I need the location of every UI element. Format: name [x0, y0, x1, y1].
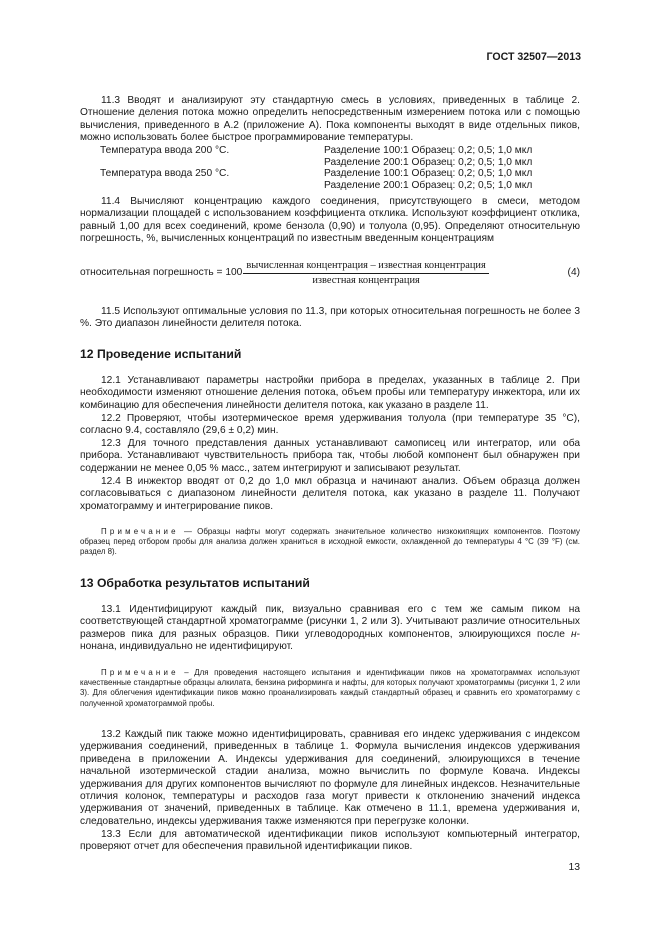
paragraph-11-3: 11.3 Вводят и анализируют эту стандартную смесь в условиях, приведенных в таблице 2. Отношение деления потока можно определить непосредственным измерением потока или с помощью вычисления, приведенного в А.2 (приложение А). Пока компоненты выходят в виде отдельных пиков, можно использовать более быстрое программирование температуры. — [80, 95, 580, 144]
paragraph-text: -нонана, индивидуально не идентифицируют. — [80, 628, 580, 653]
paragraph-12-4: 12.4 В инжектор вводят от 0,2 до 1,0 мкл образца и начинают анализ. Объем образца должен согласовываться с диапазоном линейности делителя потока, как указано в разделе 11. Получают хроматограмму и интегрирование пиков. — [80, 476, 580, 512]
section-12-heading: 12 Проведение испытаний — [80, 347, 242, 361]
injection-conditions-table — [80, 145, 580, 191]
page-number: 13 — [568, 862, 580, 873]
document-number: ГОСТ 32507—2013 — [486, 51, 581, 63]
temperature-cell — [80, 180, 324, 192]
note-label: Примечание — [101, 668, 179, 677]
formula-denominator: известная концентрация — [312, 275, 420, 286]
note-text: – Для проведения настоящего испытания и идентификации пиков на хроматограммах используют качественные стандартные образцы алкилата, бензина риформинга и нафты, для которых получают хроматограммы (рисунки 1, 2 или 3). Для облегчения идентификации пиков можно проанализировать каждый стандартный образец и сравнить его хроматограмму с полученной хроматограммой пробы. — [80, 668, 580, 708]
relative-error-formula — [80, 260, 489, 287]
note-13 — [80, 668, 580, 709]
note-label: Примечание — [101, 527, 179, 536]
note-text: — Образцы нафты могут содержать значительное количество низкокипящих компонентов. Поэтому образец перед отбором пробы для анализа должен храниться в исходной емкости, охлажденной до температуры 4 °C (39 °F) (см. раздел 8). — [80, 527, 580, 557]
split-cell: Разделение 200:1 Образец: 0,2; 0,5; 1,0 мкл — [324, 179, 533, 191]
formula-numerator: вычисленная концентрация – известная концентрация — [243, 260, 488, 274]
table-row — [80, 157, 580, 169]
paragraph-12-2: 12.2 Проверяют, чтобы изотермическое время удерживания толуола (при температуре 35 °C), согласно 9.4, составляло (29,6 ± 0,2) мин. — [80, 413, 580, 437]
paragraph-text: 13.1 Идентифицируют каждый пик, визуально сравнивая его с тем же самым пиком на соответствующей стандартной хроматограмме (рисунки 1, 2 или 3). Учитывают различие относительных размеров пика для разных образцов. Пики углеводородных компонентов, элюирующихся после — [80, 604, 580, 640]
paragraph-13-3: 13.3 Если для автоматической идентификации пиков используют компьютерный интегратор, проверяют отчет для обеспечения правильной идентификации пиков. — [80, 829, 580, 853]
formula-lhs: относительная погрешность = 100 — [80, 267, 243, 279]
note-12 — [80, 527, 580, 558]
table-row — [80, 168, 580, 180]
paragraph-12-1: 12.1 Устанавливают параметры настройки прибора в пределах, указанных в таблице 2. При необходимости изменяют отношение деления потока, объем пробы или температуру инжектора, или их комбинацию для обеспечения линейности делителя потока, как указано в разделе 11. — [80, 375, 580, 411]
table-row — [80, 180, 580, 192]
temperature-cell — [80, 157, 324, 169]
split-cell: Разделение 100:1 Образец: 0,2; 0,5; 1,0 мкл — [324, 168, 533, 180]
split-cell: Разделение 200:1 Образец: 0,2; 0,5; 1,0 мкл — [324, 156, 533, 168]
paragraph-13-1 — [80, 604, 580, 654]
formula-fraction — [243, 260, 488, 287]
temperature-cell: Температура ввода 250 °C. — [100, 168, 230, 180]
paragraph-13-2: 13.2 Каждый пик также можно идентифицировать, сравнивая его индекс удерживания с индексом удерживания соединений, приведенных в таблице 1. Формула вычисления индексов удерживания приведена в приложении А. Индексы удерживания для соединений, элюирующихся в течение начальной изотермической стадии анализа, можно вычислить по формуле Ковача. Индексы удерживания для других компонентов вычисляют по формуле для линейных индексов. Незначительные отличия колонок, температуры и расходов газа могут привести к отклонению значений индекса удерживания от значений, приведенных в таблице. Как отмечено в 11.1, времена удерживания и, следовательно, индексы удерживания также изменяются при перегрузке колонки. — [80, 729, 580, 827]
split-cell: Разделение 100:1 Образец: 0,2; 0,5; 1,0 мкл — [324, 145, 533, 156]
section-13-heading: 13 Обработка результатов испытаний — [80, 576, 310, 590]
formula-number: (4) — [567, 267, 580, 278]
temperature-cell: Температура ввода 200 °C. — [100, 145, 230, 156]
paragraph-12-3: 12.3 Для точного представления данных устанавливают самописец или интегратор, или оба прибора. Устанавливают чувствительность прибора так, чтобы любой компонент был обнаружен при содержании не менее 0,05 % масс., затем интегрируют и записывают результат. — [80, 438, 580, 474]
italic-prefix: н — [570, 628, 577, 640]
paragraph-11-5: 11.5 Используют оптимальные условия по 11.3, при которых относительная погрешность не более 3 %. Это диапазон линейности делителя потока. — [80, 306, 580, 330]
paragraph-11-4: 11.4 Вычисляют концентрацию каждого соединения, присутствующего в смеси, методом нормализации площадей с использованием коэффициента отклика. Используют коэффициент отклика, равный 1,00 для всех соединений, кроме бензола (0,90) и толуола (0,95). Определяют относительную погрешность, %, вычисленных концентраций по известным введенным концентрациям — [80, 196, 580, 245]
table-row — [80, 145, 580, 157]
